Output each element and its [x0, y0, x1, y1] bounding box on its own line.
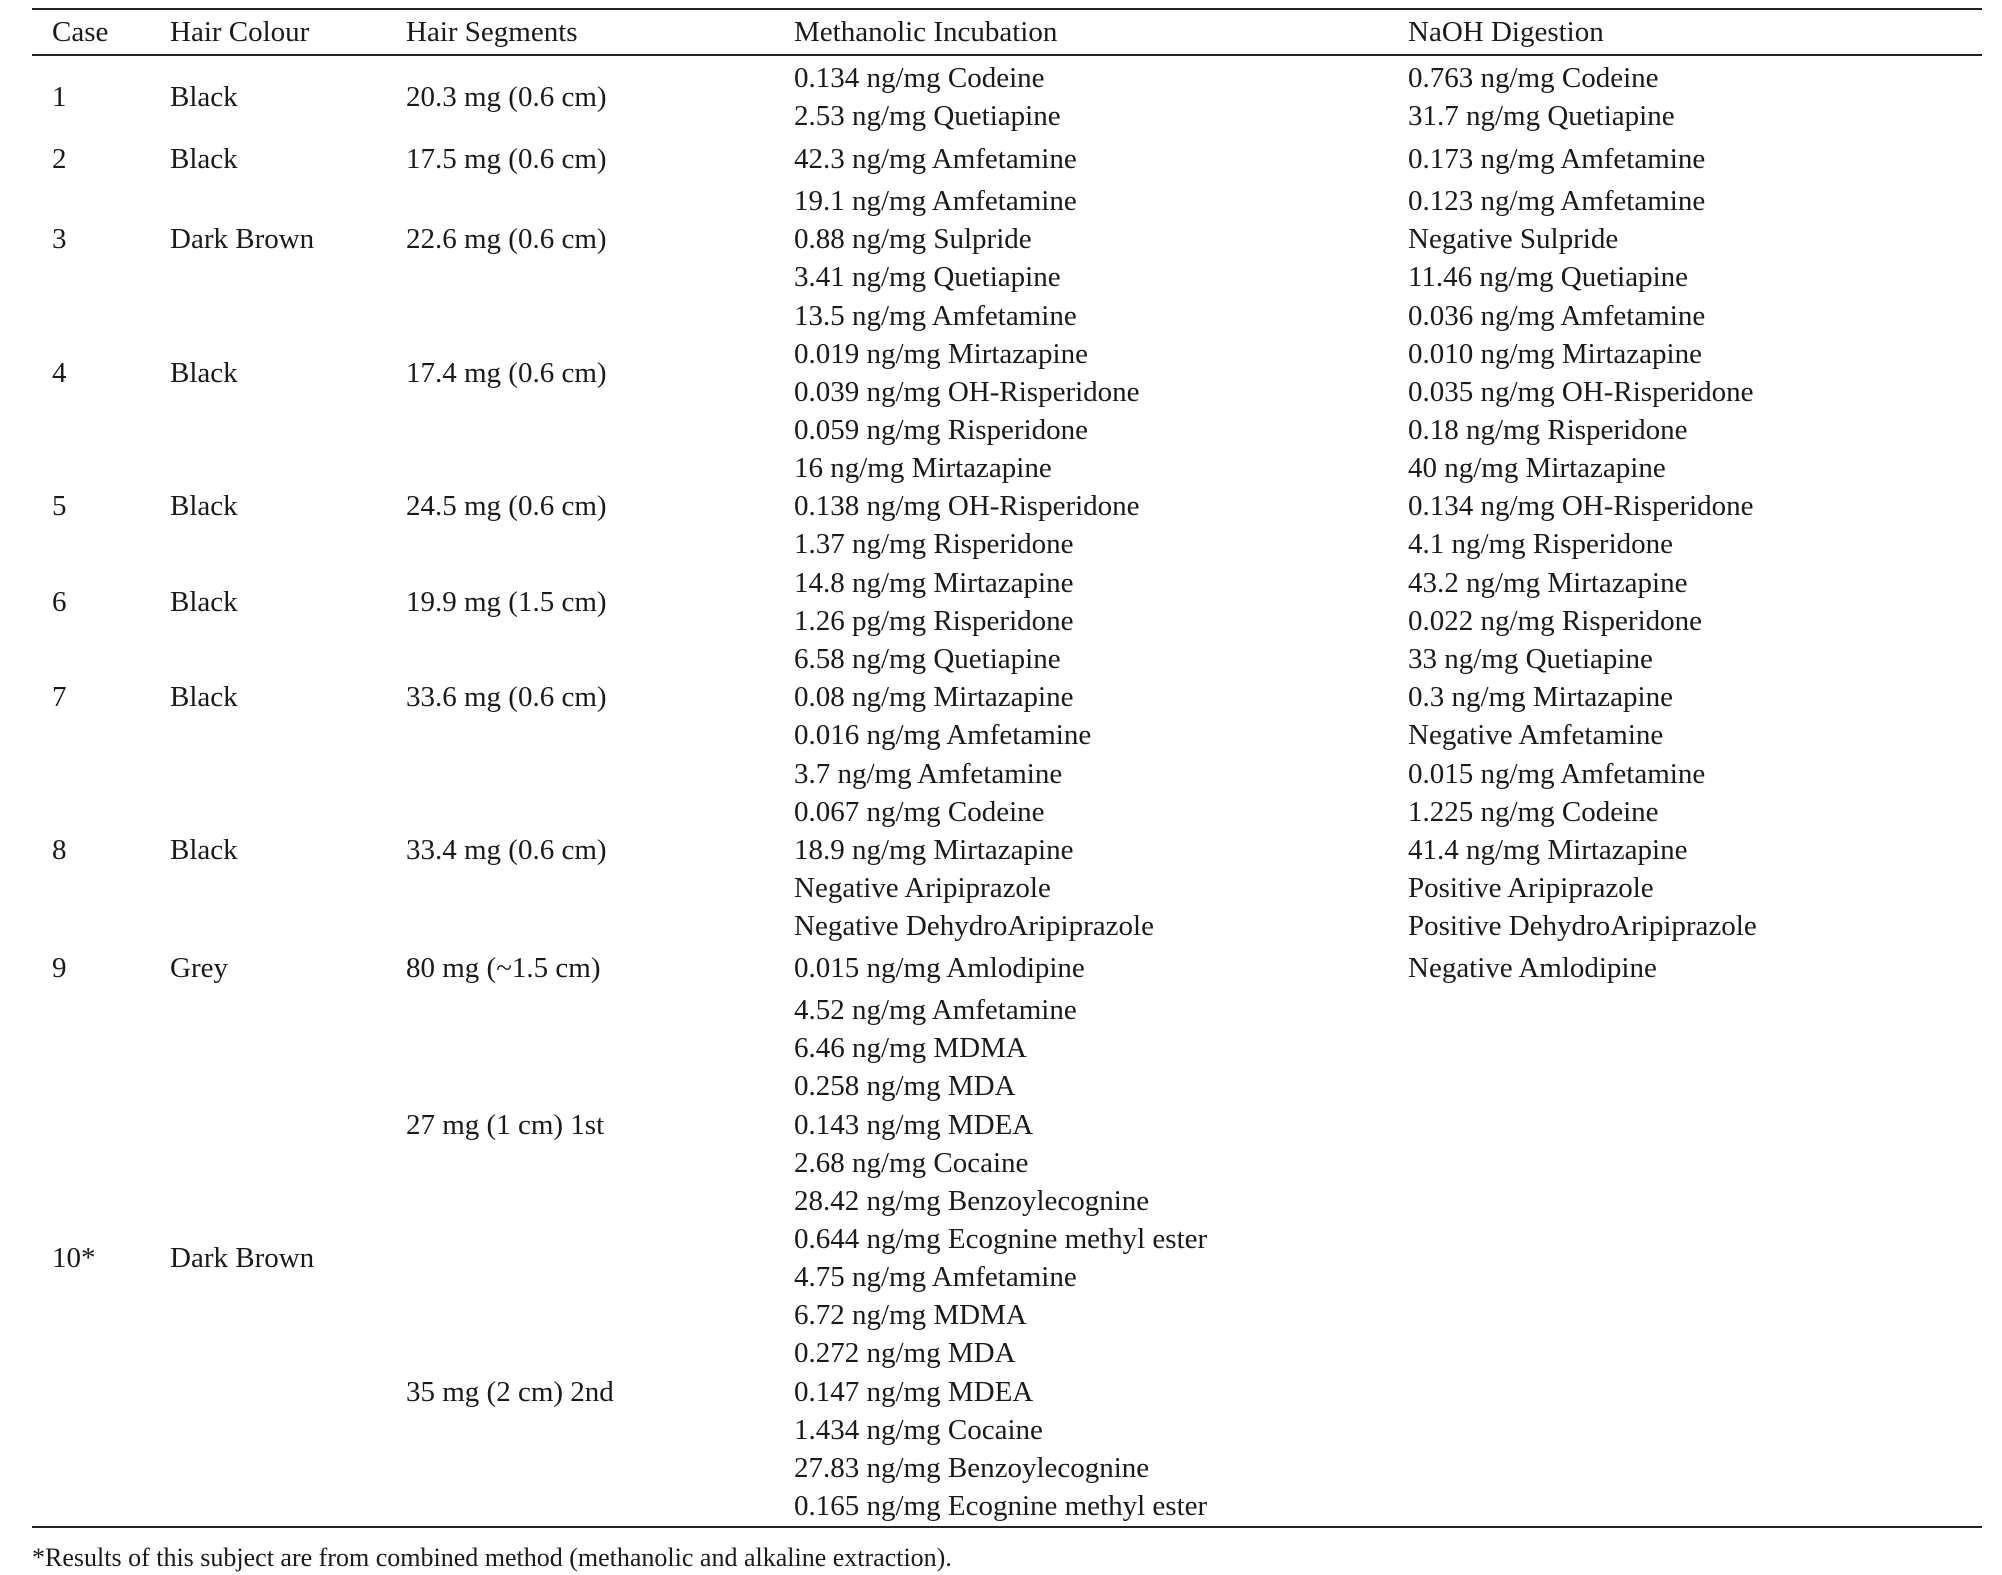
methanolic-result: 0.015 ng/mg Amlodipine — [794, 952, 1085, 984]
hair-segment-value: 80 mg (~1.5 cm) — [406, 952, 601, 984]
hair-segment-value: 22.6 mg (0.6 cm) — [406, 223, 607, 255]
methanolic-result: 0.059 ng/mg Risperidone — [794, 414, 1089, 446]
header-hair-segments: Hair Segments — [406, 16, 578, 48]
naoh-result: 0.134 ng/mg OH-Risperidone — [1408, 490, 1754, 522]
methanolic-result: 0.134 ng/mg Codeine — [794, 62, 1045, 94]
methanolic-result: 3.7 ng/mg Amfetamine — [794, 758, 1063, 790]
hair-colour-value: Grey — [170, 952, 228, 984]
case-number: 9 — [52, 952, 67, 984]
hair-segment-value: 17.5 mg (0.6 cm) — [406, 143, 607, 175]
header-naoh-digestion: NaOH Digestion — [1408, 16, 1604, 48]
methanolic-result: 28.42 ng/mg Benzoylecognine — [794, 1185, 1150, 1217]
methanolic-result: 0.644 ng/mg Ecognine methyl ester — [794, 1223, 1208, 1255]
table-header-rule — [32, 54, 1982, 56]
methanolic-result: 6.46 ng/mg MDMA — [794, 1032, 1027, 1064]
case-number: 2 — [52, 143, 67, 175]
naoh-result: 0.123 ng/mg Amfetamine — [1408, 185, 1706, 217]
naoh-result: 41.4 ng/mg Mirtazapine — [1408, 834, 1688, 866]
naoh-result: Negative Sulpride — [1408, 223, 1619, 255]
header-hair-colour: Hair Colour — [170, 16, 310, 48]
methanolic-result: 19.1 ng/mg Amfetamine — [794, 185, 1077, 217]
methanolic-result: 0.165 ng/mg Ecognine methyl ester — [794, 1490, 1208, 1522]
hair-colour-value: Black — [170, 586, 238, 618]
hair-colour-value: Black — [170, 143, 238, 175]
methanolic-result: 6.72 ng/mg MDMA — [794, 1299, 1027, 1331]
methanolic-result: 6.58 ng/mg Quetiapine — [794, 643, 1061, 675]
methanolic-result: 0.08 ng/mg Mirtazapine — [794, 681, 1074, 713]
methanolic-result: 13.5 ng/mg Amfetamine — [794, 300, 1077, 332]
naoh-result: Negative Amlodipine — [1408, 952, 1657, 984]
methanolic-result: 0.039 ng/mg OH-Risperidone — [794, 376, 1140, 408]
methanolic-result: 0.067 ng/mg Codeine — [794, 796, 1045, 828]
hair-colour-value: Black — [170, 834, 238, 866]
methanolic-result: 0.016 ng/mg Amfetamine — [794, 719, 1092, 751]
case-number: 1 — [52, 81, 67, 113]
case-number: 6 — [52, 586, 67, 618]
header-methanolic-incubation: Methanolic Incubation — [794, 16, 1058, 48]
methanolic-result: 4.75 ng/mg Amfetamine — [794, 1261, 1077, 1293]
naoh-result: 31.7 ng/mg Quetiapine — [1408, 100, 1675, 132]
methanolic-result: 16 ng/mg Mirtazapine — [794, 452, 1052, 484]
hair-colour-value: Black — [170, 681, 238, 713]
hair-colour-value: Dark Brown — [170, 223, 315, 255]
results-table — [32, 0, 1982, 1572]
methanolic-result: 0.272 ng/mg MDA — [794, 1337, 1016, 1369]
case-number: 4 — [52, 357, 67, 389]
methanolic-result: 1.26 pg/mg Risperidone — [794, 605, 1074, 637]
naoh-result: 0.035 ng/mg OH-Risperidone — [1408, 376, 1754, 408]
methanolic-result: 2.53 ng/mg Quetiapine — [794, 100, 1061, 132]
methanolic-result: 0.88 ng/mg Sulpride — [794, 223, 1032, 255]
hair-colour-value: Black — [170, 81, 238, 113]
case-number: 10* — [52, 1242, 96, 1274]
hair-segment-value: 17.4 mg (0.6 cm) — [406, 357, 607, 389]
methanolic-result: Negative DehydroAripiprazole — [794, 910, 1154, 942]
methanolic-result: 4.52 ng/mg Amfetamine — [794, 994, 1077, 1026]
naoh-result: 33 ng/mg Quetiapine — [1408, 643, 1653, 675]
methanolic-result: 1.434 ng/mg Cocaine — [794, 1414, 1043, 1446]
naoh-result: Positive Aripiprazole — [1408, 872, 1654, 904]
methanolic-result: 0.143 ng/mg MDEA — [794, 1109, 1034, 1141]
naoh-result: Positive DehydroAripiprazole — [1408, 910, 1757, 942]
hair-segment-value: 27 mg (1 cm) 1st — [406, 1108, 605, 1141]
naoh-result: Negative Amfetamine — [1408, 719, 1664, 751]
naoh-result: 0.022 ng/mg Risperidone — [1408, 605, 1703, 637]
naoh-result: 11.46 ng/mg Quetiapine — [1408, 261, 1689, 293]
methanolic-result: 14.8 ng/mg Mirtazapine — [794, 567, 1074, 599]
naoh-result: 4.1 ng/mg Risperidone — [1408, 528, 1674, 560]
naoh-result: 0.763 ng/mg Codeine — [1408, 62, 1659, 94]
naoh-result: 43.2 ng/mg Mirtazapine — [1408, 567, 1688, 599]
methanolic-result: 18.9 ng/mg Mirtazapine — [794, 834, 1074, 866]
methanolic-result: 27.83 ng/mg Benzoylecognine — [794, 1452, 1150, 1484]
hair-segment-value: 24.5 mg (0.6 cm) — [406, 490, 607, 522]
hair-segment-value: 33.4 mg (0.6 cm) — [406, 834, 607, 866]
header-case: Case — [52, 16, 109, 48]
methanolic-result: 0.147 ng/mg MDEA — [794, 1376, 1034, 1408]
naoh-result: 0.18 ng/mg Risperidone — [1408, 414, 1688, 446]
hair-segment-value: 19.9 mg (1.5 cm) — [406, 586, 607, 618]
case-number: 8 — [52, 834, 67, 866]
methanolic-result: 3.41 ng/mg Quetiapine — [794, 261, 1061, 293]
naoh-result: 1.225 ng/mg Codeine — [1408, 796, 1659, 828]
hair-segment-value: 20.3 mg (0.6 cm) — [406, 81, 607, 113]
naoh-result: 0.173 ng/mg Amfetamine — [1408, 143, 1706, 175]
case-number: 7 — [52, 681, 67, 713]
methanolic-result: 0.258 ng/mg MDA — [794, 1070, 1016, 1102]
naoh-result: 40 ng/mg Mirtazapine — [1408, 452, 1666, 484]
table-top-rule — [32, 8, 1982, 10]
methanolic-result: 0.019 ng/mg Mirtazapine — [794, 338, 1088, 370]
hair-colour-value: Dark Brown — [170, 1242, 315, 1274]
hair-segment-value: 35 mg (2 cm) 2nd — [406, 1375, 614, 1408]
naoh-result: 0.3 ng/mg Mirtazapine — [1408, 681, 1673, 713]
methanolic-result: 42.3 ng/mg Amfetamine — [794, 143, 1077, 175]
hair-segment-value: 33.6 mg (0.6 cm) — [406, 681, 607, 713]
naoh-result: 0.010 ng/mg Mirtazapine — [1408, 338, 1702, 370]
naoh-result: 0.015 ng/mg Amfetamine — [1408, 758, 1706, 790]
hair-colour-value: Black — [170, 490, 238, 522]
table-bottom-rule — [32, 1526, 1982, 1528]
methanolic-result: 2.68 ng/mg Cocaine — [794, 1147, 1029, 1179]
case-number: 3 — [52, 223, 67, 255]
naoh-result: 0.036 ng/mg Amfetamine — [1408, 300, 1706, 332]
table-footnote: *Results of this subject are from combined method (methanolic and alkaline extraction). — [32, 1543, 952, 1572]
case-number: 5 — [52, 490, 67, 522]
methanolic-result: 0.138 ng/mg OH-Risperidone — [794, 490, 1140, 522]
methanolic-result: Negative Aripiprazole — [794, 872, 1051, 904]
hair-colour-value: Black — [170, 357, 238, 389]
methanolic-result: 1.37 ng/mg Risperidone — [794, 528, 1074, 560]
